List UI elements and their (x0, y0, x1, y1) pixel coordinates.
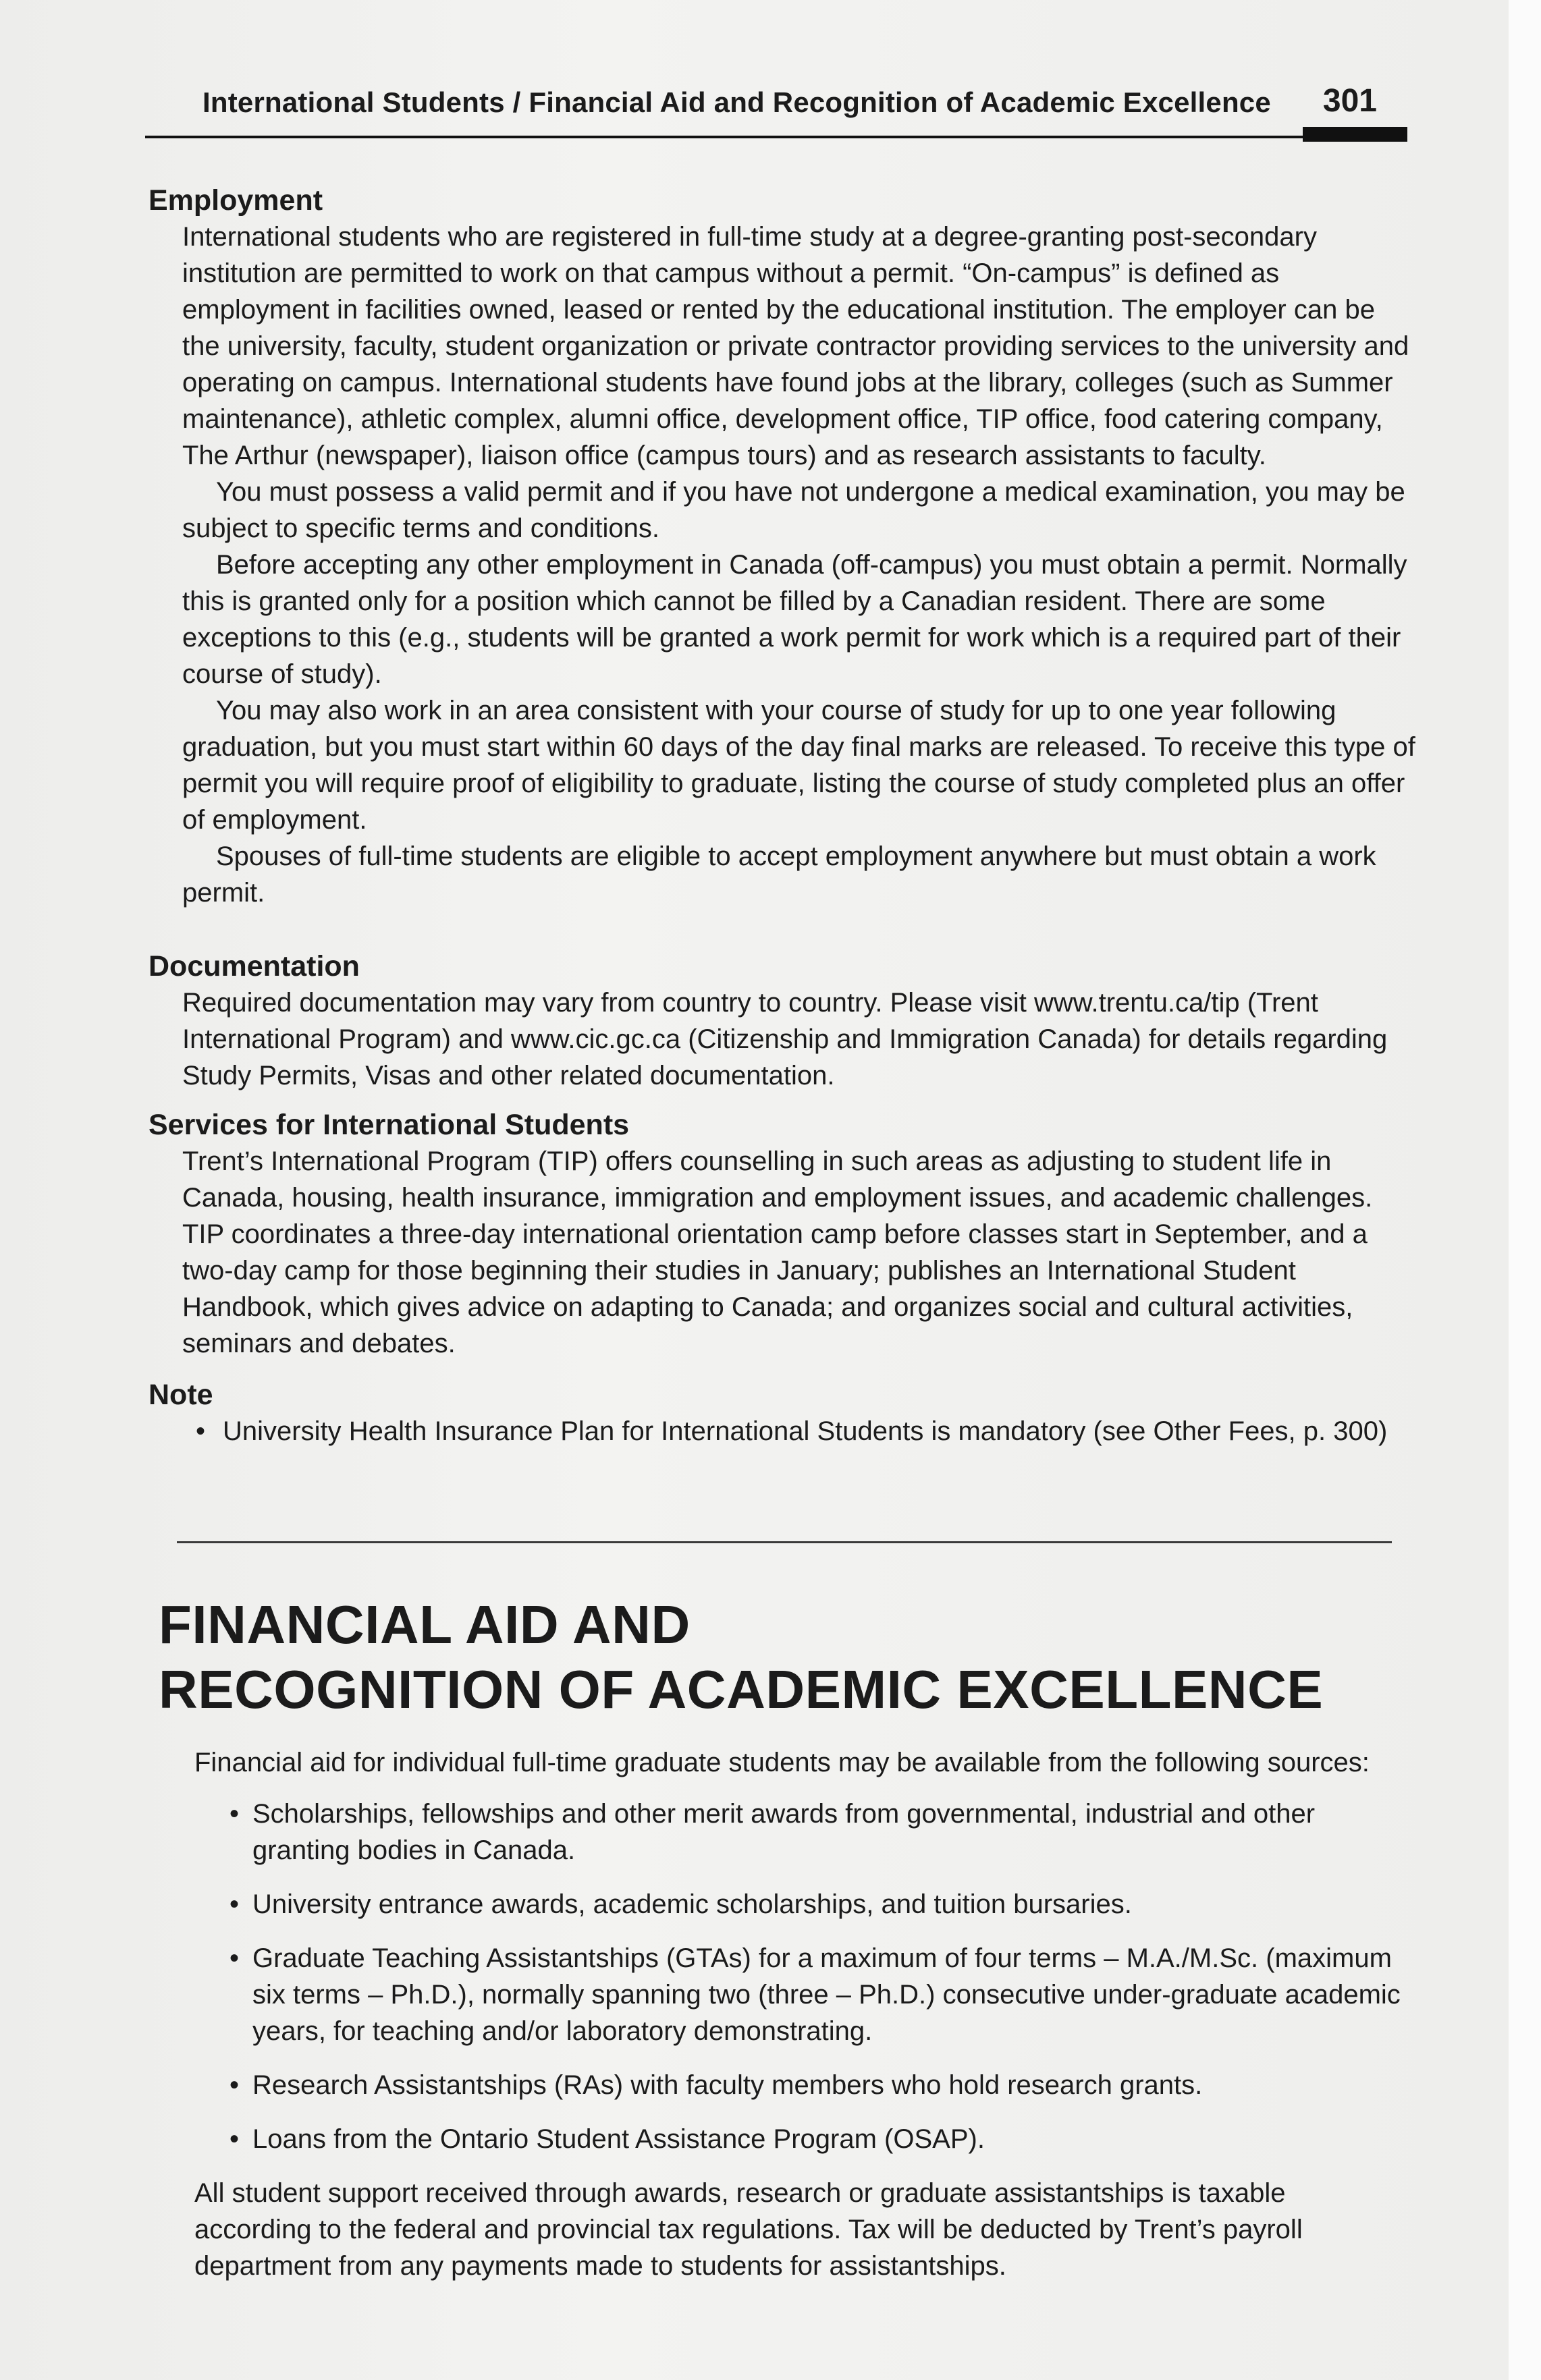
list-item-text: University Health Insurance Plan for International Students is mandatory (see Other Fees, p. 300) (223, 1416, 1388, 1446)
section-heading: Documentation (148, 950, 360, 983)
paragraph: You must possess a valid permit and if you have not undergone a medical examination, you may be subject to specific terms and conditions. (182, 477, 1405, 543)
list-item-text: Scholarships, fellowships and other merit awards from governmental, industrial and other granting bodies in Canada. (252, 1799, 1316, 1865)
header-rule (145, 136, 1407, 138)
section-note (148, 1377, 1417, 1449)
section-heading: Employment (148, 184, 323, 217)
bullet: • (196, 1416, 206, 1446)
section-body (148, 985, 1417, 1094)
paragraph: Required documentation may vary from country to country. Please visit www.trentu.ca/tip (Trent International Program) and www.cic.gc.ca (Citizenship and Immigration Canada) for details regarding Study Permits, Visas and other related documentation. (182, 988, 1388, 1090)
header-tab-mark (1303, 127, 1407, 142)
bullet: • (229, 2070, 240, 2100)
list-item (229, 2121, 1409, 2157)
running-header (202, 80, 1377, 127)
section-services (148, 1107, 1417, 1362)
bullet: • (229, 1943, 240, 1973)
paragraph: Before accepting any other employment in Canada (off-campus) you must obtain a permit. Normally this is granted only for a position which cannot be filled by a Canadian resident. There are some exceptions to this (e.g., students will be granted a work permit for work which is a required part of their course of study). (182, 550, 1407, 689)
paragraph: Spouses of full-time students are eligible to accept employment anywhere but must obtain a work permit. (182, 841, 1376, 908)
list-item (229, 1796, 1409, 1869)
section-heading: Services for International Students (148, 1109, 630, 1141)
list-item-text: Research Assistantships (RAs) with faculty members who hold research grants. (252, 2070, 1203, 2100)
list-item (229, 2067, 1409, 2103)
running-title: International Students / Financial Aid and Recognition of Academic Excellence (202, 86, 1271, 118)
list-item-text: Loans from the Ontario Student Assistance Program (OSAP). (252, 2124, 985, 2154)
bullet: • (229, 2124, 240, 2154)
list-item (196, 1413, 1417, 1449)
section-body (148, 1413, 1417, 1449)
section-body (148, 1143, 1417, 1362)
list-item (229, 1886, 1409, 1922)
paragraph: You may also work in an area consistent with your course of study for up to one year following graduation, but you must start within 60 days of the day final marks are released. To receive this type of permit you will require proof of eligibility to graduate, listing the course of study completed plus an offer of employment. (182, 696, 1415, 835)
section-documentation (148, 948, 1417, 1094)
section-divider (177, 1541, 1392, 1543)
list-item-text: Graduate Teaching Assistantships (GTAs) for a maximum of four terms – M.A./M.Sc. (maximum six terms – Ph.D.), normally spanning two (three – Ph.D.) consecutive under-graduate academic years, for teaching and/or laboratory demonstrating. (252, 1943, 1401, 2046)
section-body (148, 219, 1417, 911)
bullet: • (229, 1889, 240, 1919)
section-heading: Note (148, 1379, 213, 1411)
page-number: 301 (1322, 83, 1377, 119)
intro-paragraph: Financial aid for individual full-time graduate students may be available from the following sources: (194, 1748, 1370, 1777)
list-item-text: University entrance awards, academic scholarships, and tuition bursaries. (252, 1889, 1132, 1919)
paragraph: International students who are registered in full-time study at a degree-granting post-secondary institution are permitted to work on that campus without a permit. “On-campus” is defined as employment in facilities owned, leased or rented by the educational institution. The employer can be the university, faculty, student organization or private contractor providing services to the university and operating on campus. International students have found jobs at the library, colleges (such as Summer maintenance), athletic complex, alumni office, development office, TIP office, food catering company, The Arthur (newspaper), liaison office (campus tours) and as research assistants to faculty. (182, 222, 1409, 470)
aid-sources-list (194, 1796, 1409, 2157)
list-item (229, 1940, 1409, 2049)
heading-line: RECOGNITION OF ACADEMIC EXCELLENCE (159, 1659, 1324, 1719)
paragraph: Trent’s International Program (TIP) offers counselling in such areas as adjusting to student life in Canada, housing, health insurance, immigration and employment issues, and academic challenges. TIP coordinates a three-day international orientation camp before classes start in September, and a two-day camp for those beginning their studies in January; publishes an International Student Handbook, which gives advice on adapting to Canada; and organizes social and cultural activities, seminars and debates. (182, 1146, 1373, 1358)
heading-line: FINANCIAL AID AND (159, 1595, 691, 1655)
bullet: • (229, 1799, 240, 1829)
financial-aid-heading (159, 1593, 1441, 1722)
section-employment (148, 182, 1417, 911)
note-list (148, 1413, 1417, 1449)
page-edge (1509, 0, 1541, 2380)
closing-paragraph: All student support received through awards, research or graduate assistantships is taxable according to the federal and provincial tax regulations. Tax will be deducted by Trent’s payroll department from any payments made to students for assistantships. (194, 2178, 1303, 2281)
financial-aid-body (194, 1744, 1409, 2284)
